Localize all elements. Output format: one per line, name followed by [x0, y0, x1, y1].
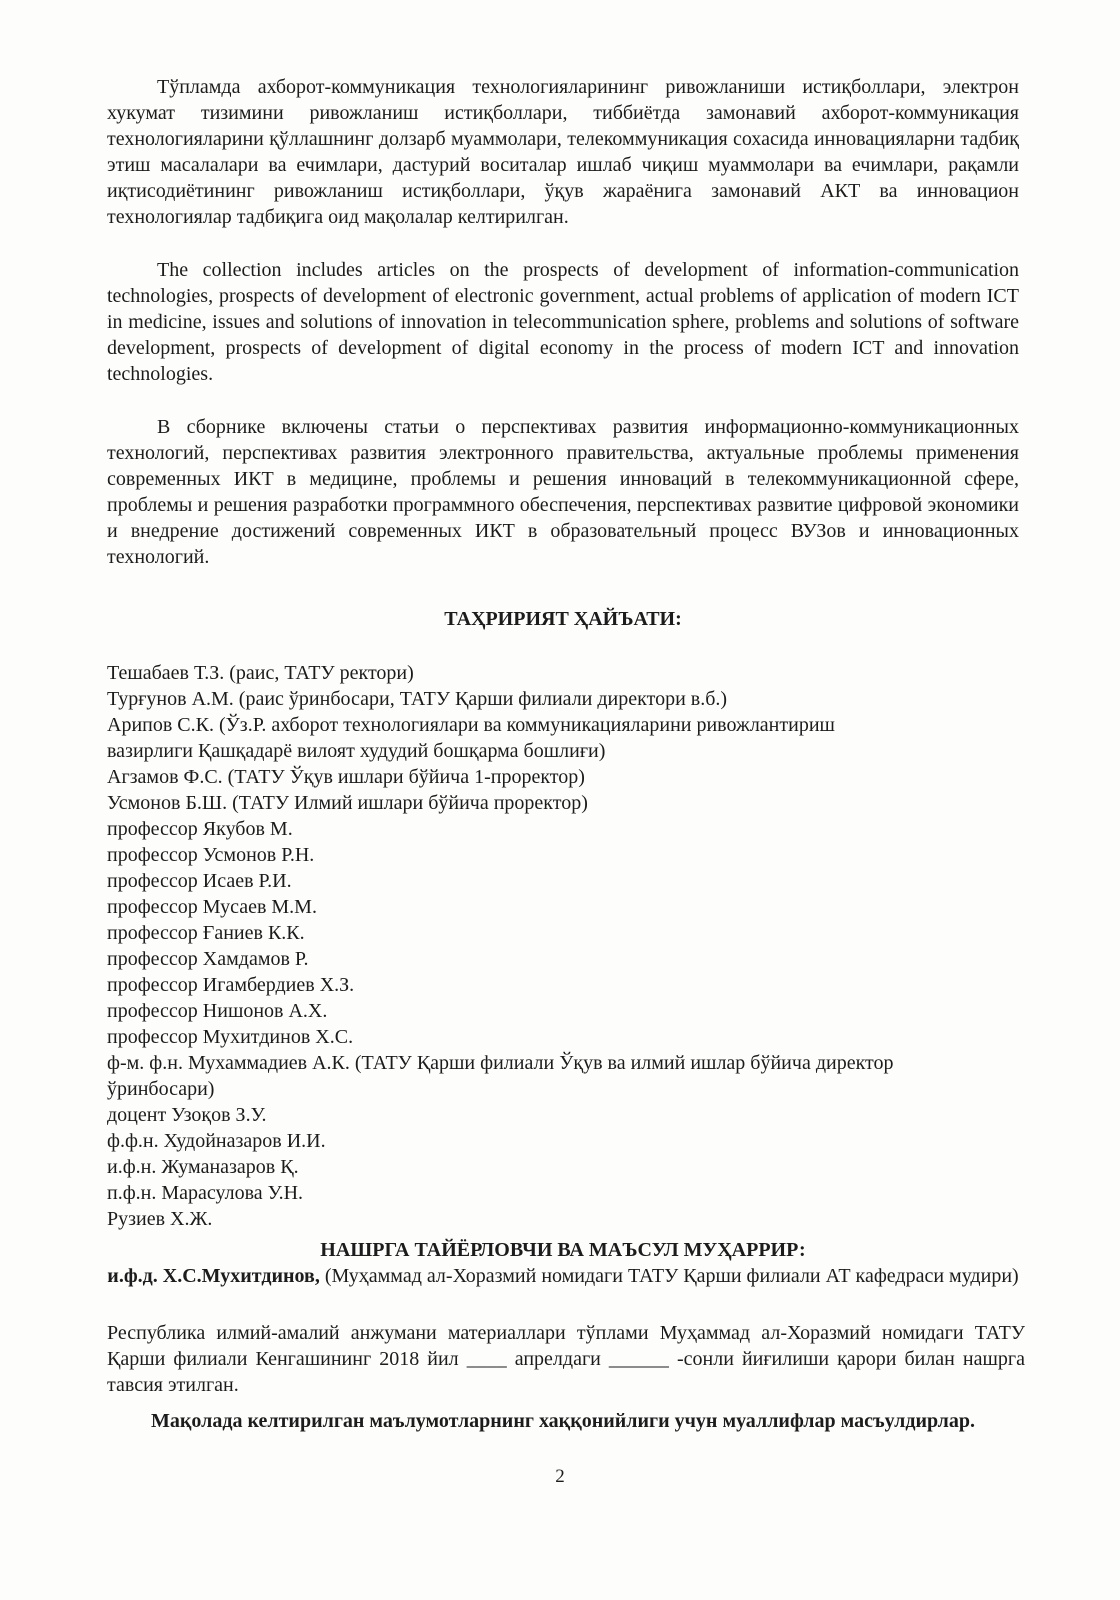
board-member: профессор Исаев Р.И.	[107, 870, 292, 892]
publication-recommendation: Республика илмий-амалий анжумани материаллари тўплами Муҳаммад ал-Хоразмий номидаги ТАТУ Қарши филиали Кенгашининг 2018 йил ____ апрелдаги ______ -сонли йиғилиши қарори билан нашрга тавсия этилган.	[107, 1322, 1025, 1396]
board-member: профессор Ғаниев К.К.	[107, 922, 305, 944]
board-member: профессор Игамбердиев Х.З.	[107, 974, 355, 996]
board-member: профессор Усмонов Р.Н.	[107, 844, 315, 866]
board-member: профессор Хамдамов Р.	[107, 948, 309, 970]
board-member: вазирлиги Қашқадарё вилоят худудий бошқарма бошлиғи)	[107, 740, 606, 762]
authors-responsibility-note: Мақолада келтирилган маълумотларнинг хаққонийлиги учун муаллифлар масъулдирлар.	[151, 1410, 975, 1432]
editorial-board-heading: ТАҲРИРИЯТ ҲАЙЪАТИ:	[444, 608, 682, 630]
board-member: Тешабаев Т.З. (раис, ТАТУ ректори)	[107, 662, 414, 684]
board-member: Агзамов Ф.С. (ТАТУ Ўқув ишлари бўйича 1-проректор)	[107, 766, 585, 788]
editor-position: (Муҳаммад ал-Хоразмий номидаги ТАТУ Қарши филиали АТ кафедраси мудири)	[324, 1265, 1019, 1287]
board-member: профессор Мусаев М.М.	[107, 896, 317, 918]
board-member: доцент Узоқов З.У.	[107, 1104, 267, 1126]
board-member: Турғунов А.М. (раис ўринбосари, ТАТУ Қарши филиали директори в.б.)	[107, 688, 728, 710]
board-member: Усмонов Б.Ш. (ТАТУ Илмий ишлари бўйича проректор)	[107, 792, 588, 814]
intro-paragraph-russian: В сборнике включены статьи о перспективах развития информационно-коммуникационных технологий, перспективах развития электронного правительства, актуальные проблемы применения современных ИКТ в медицине, проблемы и решения инноваций в телекоммуникационной сфере, проблемы и решения разработки программного обеспечения, перспективах развитие цифровой экономики и внедрение достижений современных ИКТ в образовательный процесс ВУЗов и инновационных технологий.	[107, 416, 1019, 568]
intro-paragraph-uzbek: Тўпламда ахборот-коммуникация технологияларининг ривожланиши истиқболлари, электрон хукумат тизимини ривожланиш истиқболлари, тиббиётда замонавий ахборот-коммуникация технологияларини қўллашнинг долзарб муаммолари, телекоммуникация сохасида инновацияларни тадбиқ этиш масалалари ва ечимлари, дастурий воситалар ишлаб чиқиш муаммолари ва ечимлари, рақамли иқтисодиётининг ривожланиш истиқболлари, ўқув жараёнига замонавий АКТ ва инновацион технологиялар тадбиқига оид мақолалар келтирилган.	[107, 76, 1019, 228]
board-member: Арипов С.К. (Ўз.Р. ахборот технологиялари ва коммуникацияларини ривожлантириш	[107, 714, 835, 736]
board-member: ф-м. ф.н. Мухаммадиев А.К. (ТАТУ Қарши филиали Ўқув ва илмий ишлар бўйича директор	[107, 1052, 894, 1074]
board-member: п.ф.н. Марасулова У.Н.	[107, 1182, 304, 1204]
board-member: профессор Якубов М.	[107, 818, 293, 840]
page-number: 2	[555, 1466, 565, 1487]
editor-name: и.ф.д. Х.С.Мухитдинов,	[107, 1265, 320, 1287]
editor-credit	[107, 1263, 1019, 1289]
editorial-board-list	[107, 660, 1019, 1232]
board-member: Рузиев Х.Ж.	[107, 1208, 213, 1230]
board-member: ф.ф.н. Худойназаров И.И.	[107, 1130, 326, 1152]
board-member: и.ф.н. Жуманазаров Қ.	[107, 1156, 299, 1178]
intro-paragraph-english: The collection includes articles on the prospects of development of information-communication technologies, prospects of development of electronic government, actual problems of application of modern ICT in medicine, issues and solutions of innovation in telecommunication sphere, problems and solutions of software development, prospects of development of digital economy in the process of modern ICT and innovation technologies.	[107, 259, 1019, 385]
board-member: профессор Мухитдинов Х.С.	[107, 1026, 354, 1048]
board-member: ўринбосари)	[107, 1078, 215, 1100]
board-member: профессор Нишонов А.Х.	[107, 1000, 328, 1022]
editor-heading: НАШРГА ТАЙЁРЛОВЧИ ВА МАЪСУЛ МУҲАРРИР:	[320, 1239, 806, 1261]
